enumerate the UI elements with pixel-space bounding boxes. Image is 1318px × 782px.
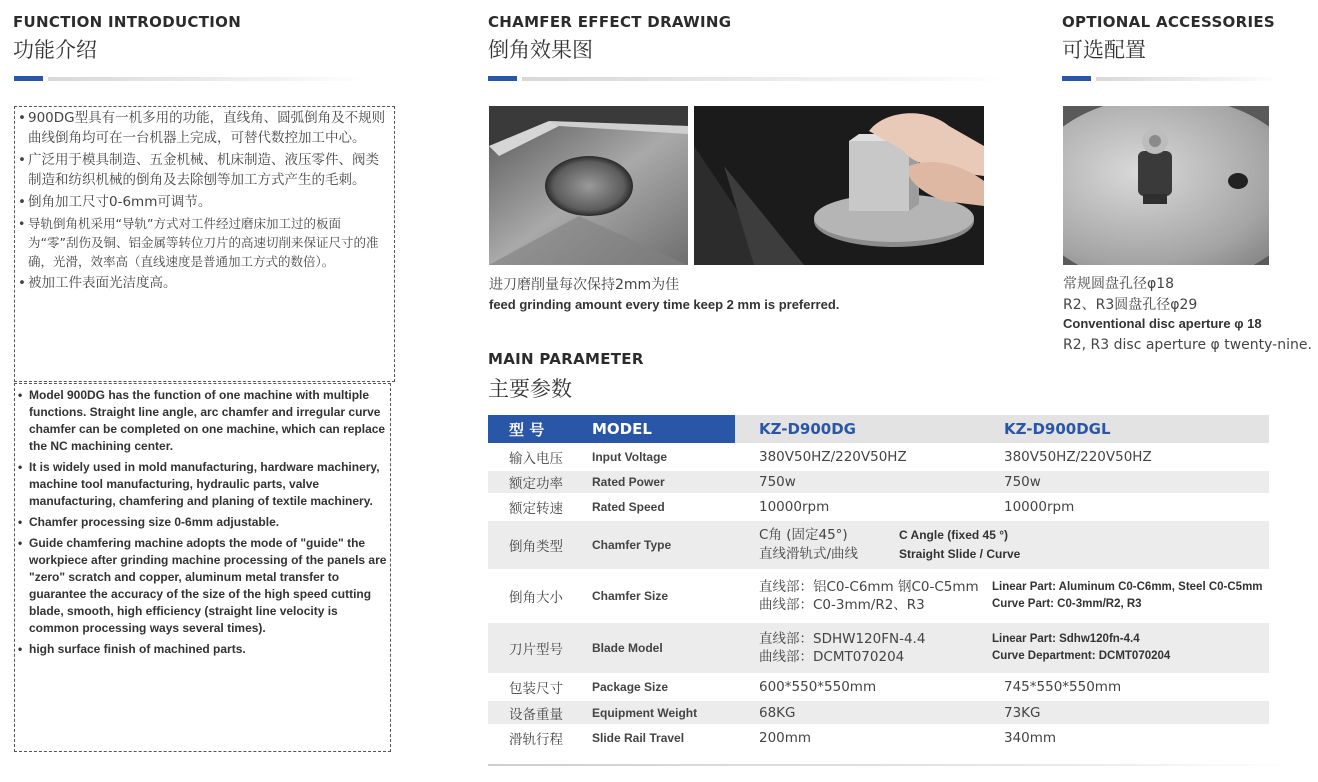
row-value-2a: Linear Part: Aluminum C0-C6mm, Steel C0-C5mm: [992, 581, 1263, 593]
function-en-item: • Guide chamfering machine adopts the mode of "guide" the workpiece after grinding machine processing of the panels are "zero" scratch and copper, aluminum metal transfer to guarantee the accuracy of the size of the high speed cutting blade, smooth, high efficiency (straight line velocity is common processing ways several times).: [18, 535, 387, 637]
row-value-2: 380V50HZ/220V50HZ: [980, 444, 1269, 470]
accessories-title-underline: [1062, 76, 1277, 81]
accessory-line-4: R2, R3 disc aperture φ twenty-nine.: [1063, 337, 1312, 353]
header-zh: 型 号: [488, 415, 592, 444]
function-en-item: • Chamfer processing size 0-6mm adjustable.: [18, 514, 387, 531]
row-value-line-b: [759, 545, 1269, 564]
function-zh-item: • 被加工件表面光洁度高。: [18, 273, 391, 293]
function-zh-box: [14, 106, 395, 382]
row-label-zh: 刀片型号: [488, 622, 592, 674]
row-label-zh: 包装尺寸: [488, 674, 592, 700]
row-value-2b: Curve Department: DCMT070204: [992, 650, 1171, 662]
params-header-row: [488, 415, 1269, 444]
row-value-1: 750w: [735, 470, 980, 494]
row-label-zh: 倒角大小: [488, 570, 592, 622]
params-table: [488, 415, 1269, 750]
header-model-2: KZ-D900DGL: [980, 415, 1269, 444]
function-en-item: • It is widely used in mold manufacturing, hardware machinery, machine tool manufacturing, hydraulic parts, valve manufacturing, chamfering and planing of textile machinery.: [18, 459, 387, 510]
row-value-1: 380V50HZ/220V50HZ: [735, 444, 980, 470]
accessory-photo-disc: [1063, 106, 1269, 265]
table-row: [488, 570, 1269, 622]
function-zh-item: • 广泛用于模具制造、五金机械、机床制造、液压零件、阀类制造和纺织机械的倒角及去除刨等加工方式产生的毛刺。: [18, 150, 391, 190]
chamfer-title-underline: [488, 76, 1008, 81]
row-label-en: Slide Rail Travel: [592, 725, 735, 750]
row-value-2: [980, 570, 1269, 622]
row-value-2: 10000rpm: [980, 494, 1269, 520]
function-en-item: • high surface finish of machined parts.: [18, 641, 387, 658]
row-value-2b: Curve Part: C0-3mm/R2, R3: [992, 598, 1142, 610]
row-value-2a: Linear Part: Sdhw120fn-4.4: [992, 633, 1140, 645]
row-value-1a: 直线部：SDHW120FN-4.4: [759, 631, 926, 647]
row-label-en: Blade Model: [592, 622, 735, 674]
params-title-en: MAIN PARAMETER: [488, 350, 644, 368]
row-value-2b: Straight Slide / Curve: [899, 547, 1021, 561]
row-value-1: [735, 622, 980, 674]
row-value-pair: [735, 520, 1269, 570]
accessories-title-en: OPTIONAL ACCESSORIES: [1062, 13, 1275, 31]
header-en: MODEL: [592, 415, 735, 444]
function-title-zh: 功能介绍: [13, 38, 97, 62]
params-title-zh: 主要参数: [488, 377, 572, 401]
row-value-1: 10000rpm: [735, 494, 980, 520]
function-zh-item: • 倒角加工尺寸0-6mm可调节。: [18, 192, 391, 212]
row-value-1: 200mm: [735, 725, 980, 750]
row-label-zh: 输入电压: [488, 444, 592, 470]
function-zh-item: • 900DG型具有一机多用的功能，直线角、圆弧倒角及不规则曲线倒角均可在一台机器上完成，可替代数控加工中心。: [18, 108, 391, 148]
row-value-1b: 曲线部：C0-3mm/R2、R3: [759, 597, 925, 613]
row-label-en: Equipment Weight: [592, 700, 735, 725]
row-value-2a: C Angle (fixed 45 °): [899, 528, 1009, 542]
row-value-line-a: [759, 526, 1269, 545]
table-row: [488, 470, 1269, 494]
function-title-underline: [14, 76, 364, 81]
row-value-1b: 曲线部：DCMT070204: [759, 649, 905, 665]
row-value-2: 73KG: [980, 700, 1269, 725]
chamfer-title-en: CHAMFER EFFECT DRAWING: [488, 13, 732, 31]
function-en-box: [14, 383, 391, 752]
table-row: [488, 725, 1269, 750]
row-label-zh: 额定转速: [488, 494, 592, 520]
row-label-en: Package Size: [592, 674, 735, 700]
row-value-2: [980, 622, 1269, 674]
accessory-line-1: 常规圆盘孔径φ18: [1063, 276, 1175, 292]
row-value-2: 340mm: [980, 725, 1269, 750]
table-row: [488, 674, 1269, 700]
row-value-2: 750w: [980, 470, 1269, 494]
row-label-zh: 倒角类型: [488, 520, 592, 570]
row-label-en: Rated Speed: [592, 494, 735, 520]
chamfer-title-zh: 倒角效果图: [488, 38, 593, 62]
row-label-en: Input Voltage: [592, 444, 735, 470]
row-label-en: Chamfer Type: [592, 520, 735, 570]
row-value-1b: 直线滑轨式/曲线: [759, 546, 859, 562]
row-value-1: 600*550*550mm: [735, 674, 980, 700]
row-value-1a: C角 (固定45°): [759, 527, 848, 543]
table-row: [488, 622, 1269, 674]
row-value-1a: 直线部：铝C0-C6mm 钢C0-C5mm: [759, 579, 979, 595]
table-row: [488, 700, 1269, 725]
row-label-zh: 设备重量: [488, 700, 592, 725]
row-value-1: 68KG: [735, 700, 980, 725]
chamfer-caption-en: feed grinding amount every time keep 2 mm is preferred.: [489, 297, 840, 312]
function-en-item: • Model 900DG has the function of one machine with multiple functions. Straight line angle, arc chamfer and irregular curve chamfer can be completed on one machine, which can replace the NC machining center.: [18, 387, 387, 455]
accessory-line-3: Conventional disc aperture φ 18: [1063, 316, 1262, 331]
table-row: [488, 494, 1269, 520]
chamfer-photo-closeup: [489, 106, 688, 265]
table-row: [488, 520, 1269, 570]
accessories-title-zh: 可选配置: [1062, 38, 1146, 62]
chamfer-photo-hands: [694, 106, 984, 265]
header-model-1: KZ-D900DG: [735, 415, 980, 444]
row-label-en: Chamfer Size: [592, 570, 735, 622]
chamfer-caption-zh: 进刀磨削量每次保持2mm为佳: [489, 277, 680, 293]
row-label-zh: 额定功率: [488, 470, 592, 494]
row-label-zh: 滑轨行程: [488, 725, 592, 750]
row-label-en: Rated Power: [592, 470, 735, 494]
row-value-2: 745*550*550mm: [980, 674, 1269, 700]
table-row: [488, 444, 1269, 470]
accessory-line-2: R2、R3圆盘孔径φ29: [1063, 297, 1198, 313]
function-zh-item: • 导轨倒角机采用“导轨”方式对工件经过磨床加工过的板面为“零”刮伤及铜、铝金属等转位刀片的高速切削来保证尺寸的准确，光滑，效率高（直线速度是普通加工方式的数倍）。: [18, 214, 391, 271]
row-value-1: [735, 570, 980, 622]
table-bottom-rule: [488, 764, 1294, 766]
function-title-en: FUNCTION INTRODUCTION: [13, 13, 242, 31]
